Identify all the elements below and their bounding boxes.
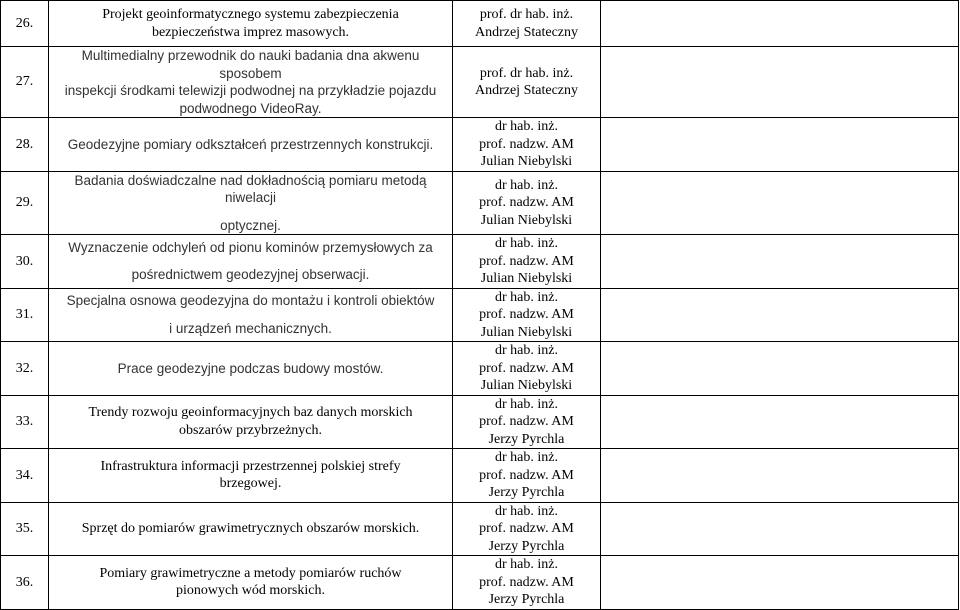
line-gap bbox=[51, 207, 450, 217]
empty-cell bbox=[601, 1, 959, 47]
thesis-topic bbox=[49, 449, 453, 503]
supervisor-line: Julian Niebylski bbox=[480, 324, 573, 340]
topic-line: i urządzeń mechanicznych. bbox=[169, 320, 332, 336]
topic-line: bezpieczeństwa imprez masowych. bbox=[151, 24, 350, 40]
supervisor-line: prof. nadzw. AM bbox=[479, 521, 574, 536]
row-number: 34. bbox=[1, 449, 49, 503]
topic-line: Prace geodezyjne podczas budowy mostów. bbox=[117, 360, 384, 376]
supervisor-line: Julian Niebylski bbox=[480, 378, 573, 393]
line-gap bbox=[51, 256, 450, 266]
thesis-topic bbox=[49, 235, 453, 289]
supervisor bbox=[453, 502, 601, 556]
supervisor-line: dr hab. inż. bbox=[495, 450, 558, 465]
supervisor bbox=[453, 449, 601, 503]
supervisor-line: dr hab. inż. bbox=[495, 119, 558, 134]
supervisor-line: Jerzy Pyrchla bbox=[488, 485, 565, 500]
table-row bbox=[1, 342, 959, 396]
supervisor-line: Julian Niebylski bbox=[480, 154, 573, 169]
supervisor-line: dr hab. inż. bbox=[495, 503, 558, 519]
empty-cell bbox=[601, 118, 959, 172]
topic-line: Specjalna osnowa geodezyjna do montażu i kontroli obiektów bbox=[66, 293, 435, 309]
supervisor-line: Julian Niebylski bbox=[480, 271, 573, 286]
line-gap bbox=[51, 310, 450, 320]
supervisor-line: prof. nadzw. AM bbox=[479, 467, 574, 483]
row-number: 27. bbox=[1, 47, 49, 118]
supervisor bbox=[453, 288, 601, 342]
supervisor bbox=[453, 342, 601, 396]
supervisor-line: Andrzej Stateczny bbox=[474, 24, 578, 40]
topic-line: Projekt geoinformatycznego systemu zabezpieczenia bbox=[102, 7, 399, 22]
table-row bbox=[1, 288, 959, 342]
empty-cell bbox=[601, 171, 959, 235]
topic-line: podwodnego VideoRay. bbox=[179, 100, 322, 116]
table-row bbox=[1, 235, 959, 289]
supervisor-line: dr hab. inż. bbox=[495, 396, 558, 412]
supervisor bbox=[453, 47, 601, 118]
row-number: 36. bbox=[1, 556, 49, 610]
topic-line: obszarów przybrzeżnych. bbox=[178, 422, 323, 438]
topic-line: pośrednictwem geodezyjnej obserwacji. bbox=[131, 267, 370, 283]
empty-cell bbox=[601, 342, 959, 396]
supervisor-line: dr hab. inż. bbox=[495, 557, 558, 572]
empty-cell bbox=[601, 288, 959, 342]
supervisor bbox=[453, 235, 601, 289]
row-number: 26. bbox=[1, 1, 49, 47]
supervisor bbox=[453, 118, 601, 172]
supervisor-line: dr hab. inż. bbox=[495, 236, 558, 251]
row-number: 32. bbox=[1, 342, 49, 396]
topic-line: inspekcji środkami telewizji podwodnej na przykładzie pojazdu bbox=[64, 83, 437, 98]
topic-line: Infrastruktura informacji przestrzennej polskiej strefy bbox=[100, 458, 401, 474]
topic-line: brzegowej. bbox=[219, 476, 282, 492]
supervisor bbox=[453, 556, 601, 610]
row-number: 30. bbox=[1, 235, 49, 289]
row-number: 31. bbox=[1, 288, 49, 342]
empty-cell bbox=[601, 395, 959, 449]
empty-cell bbox=[601, 449, 959, 503]
supervisor bbox=[453, 1, 601, 47]
thesis-topic bbox=[49, 342, 453, 396]
topic-line: Badania doświadczalne nad dokładnością pomiaru metodą niwelacji bbox=[74, 172, 427, 205]
supervisor-line: prof. dr hab. inż. bbox=[479, 7, 574, 22]
row-number: 29. bbox=[1, 171, 49, 235]
empty-cell bbox=[601, 556, 959, 610]
supervisor-line: dr hab. inż. bbox=[495, 177, 558, 193]
supervisor-line: Jerzy Pyrchla bbox=[488, 431, 565, 447]
supervisor bbox=[453, 171, 601, 235]
table-row bbox=[1, 47, 959, 118]
thesis-topic bbox=[49, 288, 453, 342]
supervisor-line: prof. nadzw. AM bbox=[479, 360, 574, 376]
topic-line: pionowych wód morskich. bbox=[176, 583, 325, 599]
topic-line: optycznej. bbox=[220, 217, 281, 233]
supervisor-line: Andrzej Stateczny bbox=[474, 83, 578, 98]
table-row bbox=[1, 395, 959, 449]
table-row bbox=[1, 556, 959, 610]
thesis-topic bbox=[49, 1, 453, 47]
thesis-topic bbox=[49, 395, 453, 449]
theses-table-body bbox=[1, 1, 959, 610]
topic-line: Wyznaczenie odchyleń od pionu kominów przemysłowych za bbox=[68, 239, 433, 255]
row-number: 28. bbox=[1, 118, 49, 172]
supervisor-line: prof. nadzw. AM bbox=[479, 574, 574, 590]
supervisor-line: prof. nadzw. AM bbox=[479, 136, 574, 152]
supervisor-line: prof. nadzw. AM bbox=[479, 195, 574, 210]
table-row bbox=[1, 118, 959, 172]
thesis-topic bbox=[49, 118, 453, 172]
table-row bbox=[1, 502, 959, 556]
empty-cell bbox=[601, 47, 959, 118]
row-number: 33. bbox=[1, 395, 49, 449]
thesis-topic bbox=[49, 502, 453, 556]
empty-cell bbox=[601, 502, 959, 556]
table-row bbox=[1, 449, 959, 503]
topic-line: Geodezyjne pomiary odkształceń przestrzennych konstrukcji. bbox=[67, 136, 434, 152]
supervisor-line: dr hab. inż. bbox=[495, 343, 558, 358]
supervisor bbox=[453, 395, 601, 449]
supervisor-line: prof. nadzw. AM bbox=[479, 253, 574, 269]
supervisor-line: Jerzy Pyrchla bbox=[488, 592, 565, 607]
row-number: 35. bbox=[1, 502, 49, 556]
supervisor-line: prof. dr hab. inż. bbox=[479, 65, 574, 81]
supervisor-line: prof. nadzw. AM bbox=[479, 414, 574, 429]
topic-line: Trendy rozwoju geoinformacyjnych baz danych morskich bbox=[88, 405, 413, 421]
table-row bbox=[1, 171, 959, 235]
supervisor-line: Julian Niebylski bbox=[480, 212, 573, 228]
topic-line: Pomiary grawimetryczne a metody pomiarów ruchów bbox=[99, 565, 402, 581]
table-row bbox=[1, 1, 959, 47]
thesis-topic bbox=[49, 47, 453, 118]
thesis-topic bbox=[49, 171, 453, 235]
supervisor-line: dr hab. inż. bbox=[495, 289, 558, 305]
supervisor-line: Jerzy Pyrchla bbox=[488, 538, 565, 554]
empty-cell bbox=[601, 235, 959, 289]
topic-line: Sprzęt do pomiarów grawimetrycznych obszarów morskich. bbox=[81, 521, 420, 536]
supervisor-line: prof. nadzw. AM bbox=[479, 307, 574, 322]
topic-line: Multimedialny przewodnik do nauki badania dna akwenu sposobem bbox=[81, 48, 420, 81]
thesis-topic bbox=[49, 556, 453, 610]
